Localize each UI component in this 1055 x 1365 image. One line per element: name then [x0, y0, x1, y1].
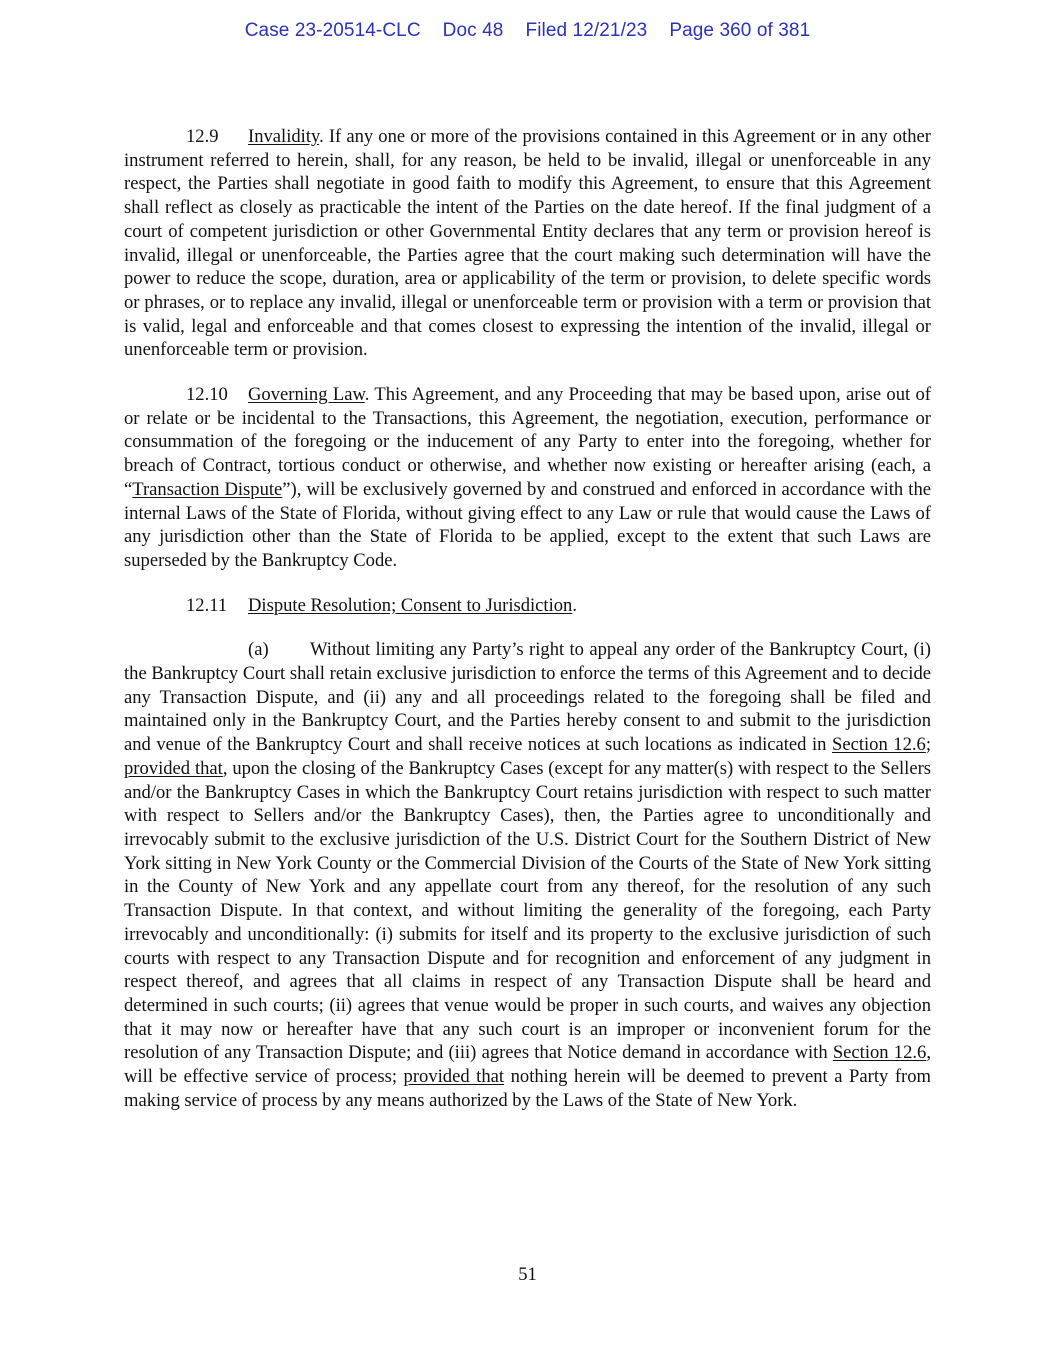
section-reference: Section 12.6 [832, 1042, 927, 1064]
section-text: ”), will be exclusively governed by and construed and enforced in accordance with the internal Laws of the State of Florida, without giving effect to any Law or rule that would cause the Laws of any jurisdiction other than the State of Florida to be applied, except to the extent that such Laws are superseded by the Bankruptcy Code. [124, 478, 931, 571]
page-count: Page 360 of 381 [669, 20, 811, 41]
section-12-11 [124, 594, 931, 618]
doc-number: Doc 48 [442, 20, 504, 41]
section-heading: Dispute Resolution; Consent to Jurisdiction [248, 594, 573, 616]
case-number: Case 23-20514-CLC [244, 20, 421, 41]
filed-date: Filed 12/21/23 [525, 20, 648, 41]
section-12-9 [124, 125, 931, 362]
subsection-label: (a) [248, 639, 269, 661]
subsection-text: nothing herein will be deemed to prevent a Party from making service of process by any means authorized by the Laws of the State of New York. [124, 1066, 931, 1111]
section-number: 12.10 [186, 384, 228, 406]
heading-period: . [572, 594, 578, 616]
section-number: 12.11 [186, 594, 228, 616]
defined-term: Transaction Dispute [132, 478, 283, 500]
proviso: provided that [124, 757, 223, 779]
section-12-10 [124, 383, 931, 573]
subsection-text: Without limiting any Party’s right to appeal any order of the Bankruptcy Court, (i) the Bankruptcy Court shall retain exclusive jurisdiction to enforce the terms of this Agreement and to decide any Transaction Dispute, and (ii) any and all proceedings related to the foregoing shall be filed and maintained only in the Bankruptcy Court, and the Parties hereby consent to and submit to the jurisdiction and venue of the Bankruptcy Court and shall receive notices at such locations as indicated in [124, 639, 931, 756]
section-number: 12.9 [186, 126, 219, 147]
separator: ; [925, 734, 931, 756]
proviso: provided that [403, 1066, 505, 1088]
subsection-a [124, 638, 931, 1112]
page-number: 51 [518, 1264, 537, 1285]
section-text: . If any one or more of the provisions contained in this Agreement or in any other instrument referred to herein, shall, for any reason, be held to be invalid, illegal or unenforceable in any respect, the Parties shall negotiate in good faith to modify this Agreement, to ensure that this Agreement shall reflect as closely as practicable the intent of the Parties on the date hereof. If the final judgment of a court of competent jurisdiction or other Governmental Entity declares that any term or provision hereof is invalid, illegal or unenforceable, the Parties agree that the court making such determination will have the power to reduce the scope, duration, area or applicability of the term or provision, to delete specific words or phrases, or to replace any invalid, illegal or unenforceable term or provision with a term or provision that is valid, legal and enforceable and that comes closest to expressing the intention of the invalid, illegal or unenforceable term or provision. [124, 126, 931, 361]
section-text: . This Agreement, and any Proceeding that may be based upon, arise out of or relate or be incidental to the Transactions, this Agreement, the negotiation, execution, performance or consummation of the foregoing or the inducement of any Party to enter into the foregoing, whether for breach of Contract, tortious conduct or otherwise, and whether now existing or hereafter arising (each, a “ [124, 384, 931, 500]
court-filing-header [0, 20, 1055, 42]
subsection-text: , will be effective service of process; [124, 1042, 931, 1088]
section-heading: Governing Law [248, 384, 365, 406]
subsection-text: , upon the closing of the Bankruptcy Cases (except for any matter(s) with respect to the Sellers and/or the Bankruptcy Cases in which the Bankruptcy Court retains jurisdiction with respect to such matter with respect to Sellers and/or the Bankruptcy Cases), then, the Parties agree to unconditionally and irrevocably submit to the exclusive jurisdiction of the U.S. District Court for the Southern District of New York sitting in New York County or the Commercial Division of the Courts of the State of New York sitting in the County of New York and any appellate court from any thereof, for the resolution of any such Transaction Dispute. In that context, and without limiting the generality of the foregoing, each Party irrevocably and unconditionally: (i) submits for itself and its property to the exclusive jurisdiction of such courts with respect to any Transaction Dispute and for recognition and enforcement of any judgment in respect thereof, and agrees that all claims in respect of any Transaction Dispute shall be heard and determined in such courts; (ii) agrees that venue would be proper in such courts, and waives any objection that it may now or hereafter have that any such court is an improper or inconvenient forum for the resolution of any Transaction Dispute; and (iii) agrees that Notice demand in accordance with [124, 757, 932, 1064]
document-body [124, 125, 931, 1133]
section-heading: Invalidity [248, 126, 320, 147]
section-reference: Section 12.6 [831, 734, 926, 756]
